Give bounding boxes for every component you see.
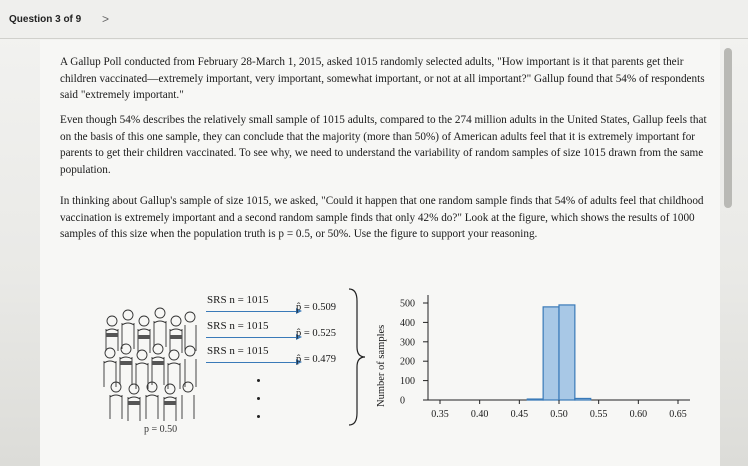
y-tick-label: 300 [400,337,415,349]
x-tick-label: 0.50 [550,409,568,420]
question-paragraph-2: Even though 54% describes the relatively small sample of 1015 adults, compared to the 274 million adults in the United States, Gallup feels that on the basis of this one sample, they can conclude that the majority (more than 50%) of American adults feel that it is extremely important for parents to get their children vaccinated. To see why, we need to understand the variability of random samples of size 1015 drawn from the same population. [60,114,707,176]
histogram-bar [575,398,591,400]
sample-1-srs-label: SRS n = 1015 [207,294,269,306]
sample-3-srs-label: SRS n = 1015 [207,345,269,357]
sample-3-phat-label: p̂ = 0.479 [296,354,337,365]
question-navigation-bar [0,0,748,39]
y-tick-label: 0 [400,395,405,407]
question-indicator: Question 3 of 9 [9,14,82,25]
right-curly-brace [347,287,369,427]
ellipsis-dot [257,397,260,400]
ellipsis-dot [257,379,260,382]
sampling-distribution-histogram [370,287,700,437]
y-tick-label: 100 [400,376,415,388]
histogram-bar [559,305,575,400]
sample-1-arrow [206,311,300,312]
ellipsis-dot [257,415,260,418]
y-axis-label: Number of samples [376,324,387,407]
next-question-chevron-icon[interactable]: > [102,12,110,26]
sample-1-phat-label: p̂ = 0.509 [296,302,337,313]
y-tick-label: 200 [400,356,415,368]
population-crowd-illustration [100,291,198,431]
y-tick-label: 400 [400,317,415,329]
sampling-distribution-figure [100,283,700,453]
x-tick-label: 0.65 [669,409,687,420]
histogram-bar [543,307,559,400]
sample-2-arrow [206,337,300,338]
question-paragraph-1: A Gallup Poll conducted from February 28-March 1, 2015, asked 1015 randomly selected adults, "How important is it that parents get their children vaccinated—extremely important, very important, somewhat important, or not at all important?" Gallup found that 54% of respondents said "extremely important." [60,56,705,101]
histogram-bar [527,399,543,400]
x-tick-label: 0.35 [431,409,449,420]
x-tick-label: 0.45 [510,409,529,420]
sample-3-arrow [206,362,300,363]
x-tick-label: 0.60 [629,409,648,420]
y-tick-label: 500 [400,298,415,310]
sample-2-phat-label: p̂ = 0.525 [296,328,337,339]
population-proportion-label: p = 0.50 [144,424,178,435]
x-tick-label: 0.55 [589,409,608,420]
scrollbar-thumb[interactable] [724,48,732,208]
x-tick-label: 0.40 [470,409,489,420]
question-paragraph-3: In thinking about Gallup's sample of size 1015, we asked, "Could it happen that one random sample finds that 54% of adults feel that childhood vaccination is extremely important and a second random sample finds that only 42% do?" Look at the figure, which shows the results of 1000 samples of this size when the population truth is p = 0.5, or 50%. Use the figure to support your reasoning. [60,195,704,240]
sample-2-srs-label: SRS n = 1015 [207,320,269,332]
